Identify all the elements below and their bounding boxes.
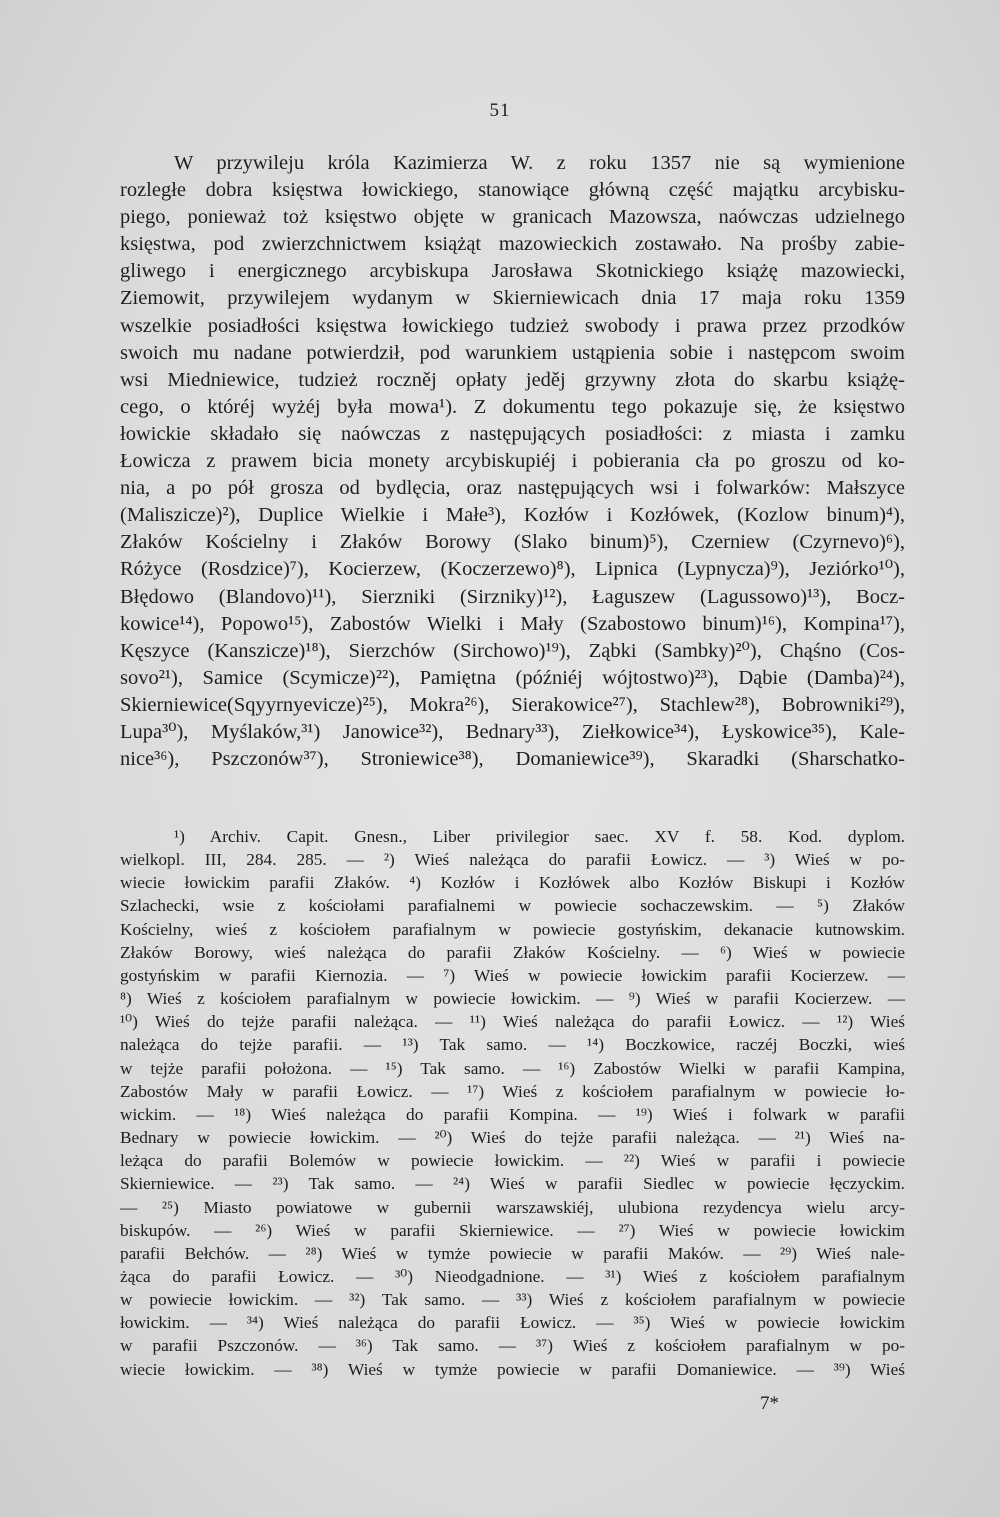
footnote-line: Szlachecki, wsie z kościołami parafialnemi w powiecie sochaczewskim. — ⁵) Złaków [120, 896, 905, 916]
text-line: Kęszyce (Kanszicze)¹⁸), Sierzchów (Sirchowo)¹⁹), Ząbki (Sambky)²⁰), Chąśno (Cos- [120, 639, 905, 662]
text-line: swoich mu nadane potwierdził, pod warunkiem ustąpienia sobie i następcom swoim [120, 341, 905, 364]
footnote-line: parafii Bełchów. — ²⁸) Wieś w tymże powiecie w parafii Maków. — ²⁹) Wieś nale- [120, 1243, 905, 1263]
text-line: Różyce (Rosdzice)⁷), Kocierzew, (Koczerzewo)⁸), Lipnica (Lypnycza)⁹), Jeziórko¹⁰), [120, 558, 905, 581]
text-line: nia, a po pół grosza od bydlęcia, oraz następujących wsi i folwarków: Małszyce [120, 477, 905, 500]
footnote-line: ⁸) Wieś z kościołem parafialnym w powiecie łowickim. — ⁹) Wieś w parafii Kocierzew. — [120, 989, 905, 1009]
footnote-line: Zabostów Mały w parafii Łowicz. — ¹⁷) Wieś z kościołem parafialnym w powiecie ło- [120, 1081, 905, 1101]
text-line: wsi Miedniewice, tudzież roczněj opłaty jeděj grzywny złota do skarbu książę- [120, 368, 905, 391]
text-line: Łowicza z prawem bicia monety arcybiskupiéj i pobierania cła po groszu od ko- [120, 450, 905, 473]
footnote-line: wielkopl. III, 284. 285. — ²) Wieś należąca do parafii Łowicz. — ³) Wieś w po- [120, 850, 905, 870]
signature-mark: 7* [760, 1393, 779, 1414]
footnote-line: — ²⁵) Miasto powiatowe w gubernii warszawskiéj, ulubiona rezydencya wielu arcy- [120, 1197, 905, 1217]
footnote-line: należąca do tejże parafii. — ¹³) Tak samo. — ¹⁴) Boczkowice, raczéj Boczki, wieś [120, 1035, 905, 1055]
footnote-line: Bednary w powiecie łowickim. — ²⁰) Wieś do tejże parafii należąca. — ²¹) Wieś na- [120, 1128, 905, 1148]
page-number: 51 [489, 100, 511, 121]
footnote-line: Kościelny, wieś z kościołem parafialnym w powiecie gostyńskim, dekanacie kutnowskim. [120, 919, 905, 939]
footnote-line: żąca do parafii Łowicz. — ³⁰) Nieodgadnione. — ³¹) Wieś z kościołem parafialnym [120, 1266, 905, 1286]
text-line: cego, o któréj wyżéj była mowa¹). Z dokumentu tego pokazuje się, że księstwo [120, 395, 905, 418]
text-line: piego, ponieważ toż księstwo objęte w granicach Mazowsza, naówczas udzielnego [120, 206, 905, 229]
text-line: Skierniewice(Sqyyrnyevicze)²⁵), Mokra²⁶), Sierakowice²⁷), Stachlew²⁸), Bobrowniki²⁹), [120, 693, 905, 716]
footnote-line: Złaków Borowy, wieś należąca do parafii Złaków Kościelny. — ⁶) Wieś w powiecie [120, 942, 905, 962]
text-line: gliwego i energicznego arcybiskupa Jarosława Skotnickiego książę mazowiecki, [120, 260, 905, 283]
footnote-line: wickim. — ¹⁸) Wieś należąca do parafii Kompina. — ¹⁹) Wieś i folwark w parafii [120, 1104, 905, 1124]
text-line: W przywileju króla Kazimierza W. z roku 1357 nie są wymienione [174, 152, 905, 174]
footnote-line: biskupów. — ²⁶) Wieś w parafii Skierniewice. — ²⁷) Wieś w powiecie łowickim [120, 1220, 905, 1240]
footnote-line: wiecie łowickim parafii Złaków. ⁴) Kozłów i Kozłówek albo Kozłów Biskupi i Kozłów [120, 873, 905, 893]
footnote-line: w parafii Pszczonów. — ³⁶) Tak samo. — ³⁷) Wieś z kościołem parafialnym w po- [120, 1336, 905, 1356]
text-line: Błędowo (Blandovo)¹¹), Sierzniki (Sirzniky)¹²), Łaguszew (Lagussowo)¹³), Bocz- [120, 585, 905, 608]
footnote-line: gostyńskim w parafii Kiernozia. — ⁷) Wieś w powiecie łowickim parafii Kocierzew. — [120, 965, 905, 985]
footnote-line: wiecie łowickim. — ³⁸) Wieś w tymże powiecie w parafii Domaniewice. — ³⁹) Wieś [120, 1359, 905, 1379]
footnote-line: Skierniewice. — ²³) Tak samo. — ²⁴) Wieś w parafii Siedlec w powiecie łęczyckim. [120, 1174, 905, 1194]
footnote-line: ¹) Archiv. Capit. Gnesn., Liber privilegior saec. XV f. 58. Kod. dyplom. [174, 827, 905, 846]
text-line: Ziemowit, przywilejem wydanym w Skierniewicach dnia 17 maja roku 1359 [120, 287, 905, 310]
footnote-line: ¹⁰) Wieś do tejże parafii należąca. — ¹¹) Wieś należąca do parafii Łowicz. — ¹²) Wieś [120, 1012, 905, 1032]
text-line: Lupa³⁰), Myślaków,³¹) Janowice³²), Bednary³³), Ziełkowice³⁴), Łyskowice³⁵), Kale- [120, 720, 905, 743]
text-line: (Maliszicze)²), Duplice Wielkie i Małe³), Kozłów i Kozłówek, (Kozlow binum)⁴), [120, 504, 905, 527]
text-line: Złaków Kościelny i Złaków Borowy (Slako binum)⁵), Czerniew (Czyrnevo)⁶), [120, 531, 905, 554]
text-line: księstwa, pod zwierzchnictwem książąt mazowieckich zostawało. Na prośby zabie- [120, 233, 905, 256]
text-line: łowickie składało się naówczas z następujących posiadłości: z miasta i zamku [120, 422, 905, 445]
text-line: sovo²¹), Samice (Scymicze)²²), Pamiętna (późniéj wójtostwo)²³), Dąbie (Damba)²⁴), [120, 666, 905, 689]
text-line: nice³⁶), Pszczonów³⁷), Stroniewice³⁸), Domaniewice³⁹), Skaradki (Sharschatko- [120, 748, 905, 771]
text-line: kowice¹⁴), Popowo¹⁵), Zabostów Wielki i Mały (Szabostowo binum)¹⁶), Kompina¹⁷), [120, 612, 905, 635]
footnote-line: w tejże parafii położona. — ¹⁵) Tak samo. — ¹⁶) Zabostów Wielki w parafii Kampina, [120, 1058, 905, 1078]
footnotes-section [120, 825, 905, 1381]
footnote-line: w powiecie łowickim. — ³²) Tak samo. — ³³) Wieś z kościołem parafialnym w powiecie [120, 1290, 905, 1310]
main-text-body [120, 150, 905, 773]
text-line: wszelkie posiadłości księstwa łowickiego tudzież swobody i prawa przez przodków [120, 314, 905, 337]
footnote-line: łowickim. — ³⁴) Wieś należąca do parafii Łowicz. — ³⁵) Wieś w powiecie łowickim [120, 1313, 905, 1333]
footnote-line: leżąca do parafii Bolemów w powiecie łowickim. — ²²) Wieś w parafii i powiecie [120, 1151, 905, 1171]
text-line: rozległe dobra księstwa łowickiego, stanowiące główną część majątku arcybisku- [120, 179, 905, 202]
